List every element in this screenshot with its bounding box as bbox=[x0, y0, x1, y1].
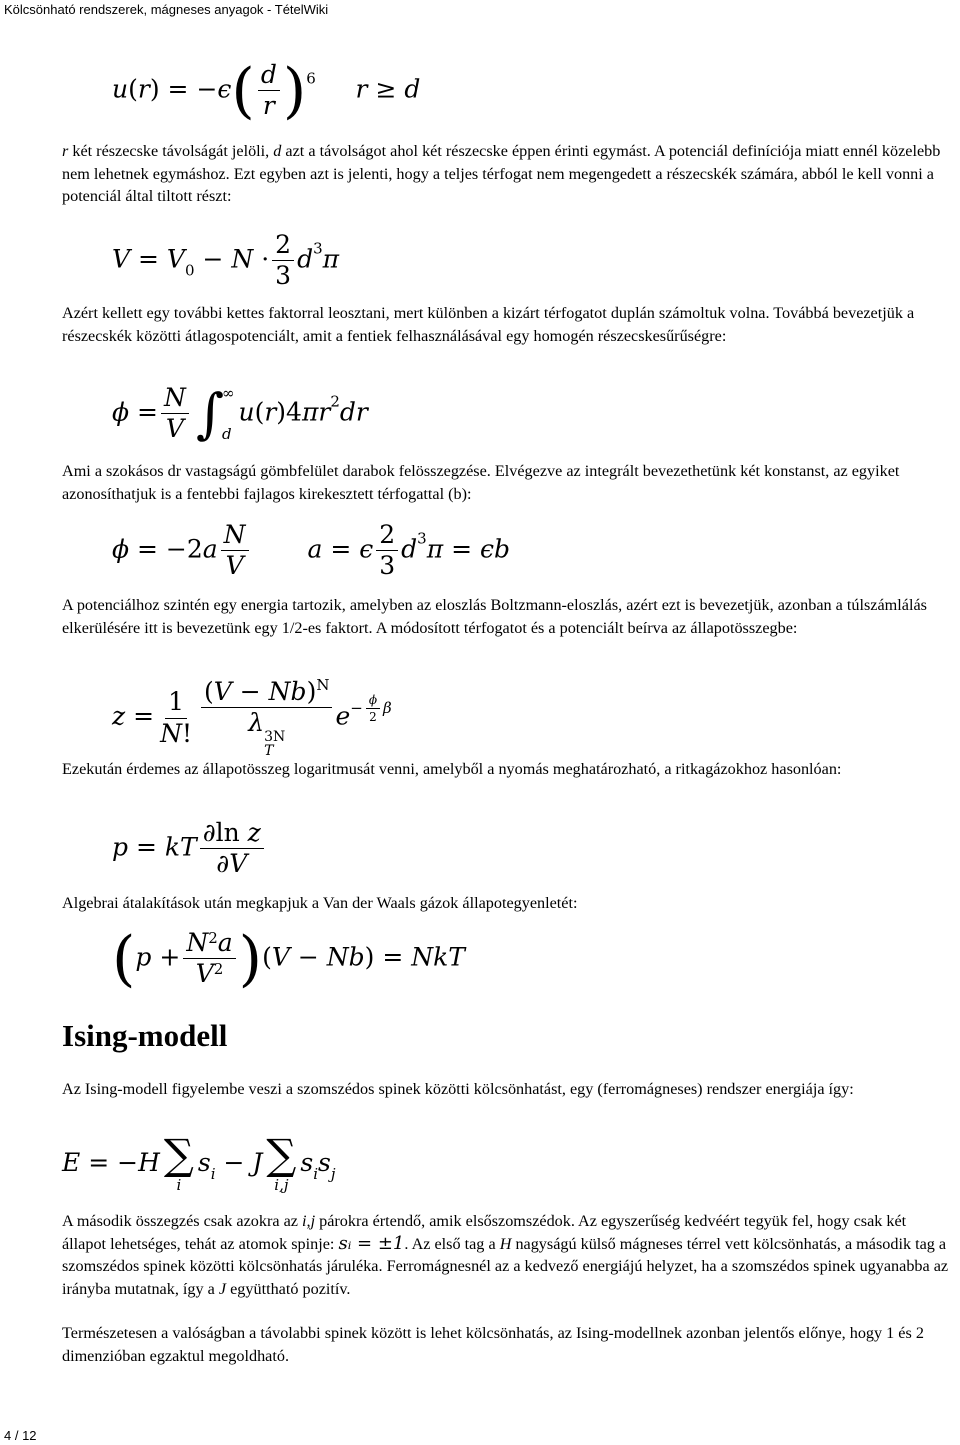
paragraph-ising-conclusion: Természetesen a valóságban a távolabbi spinek között is lehet kölcsönhatás, az Ising-modellnek azonban jelentős előnye, hogy 1 és 2 dimenzióban egzaktul megoldható. bbox=[62, 1324, 924, 1365]
paragraph-factor-two: Azért kellett egy további kettes faktorral leosztani, mert különben a kizárt térfogatot duplán számoltuk volna. Továbbá bevezetjük a részecskék közötti átlagospotenciált, amit a fentiek felhasználásával egy homogén részecskesűrűségre: bbox=[62, 304, 915, 345]
page-header: Kölcsönható rendszerek, mágneses anyagok - TételWiki bbox=[4, 2, 329, 17]
paragraph-boltzmann: A potenciálhoz szintén egy energia tartozik, amelyben az eloszlás Boltzmann-eloszlás, azért ezt is bevezetjük, azonban a túlszámlálás elkerülésére itt is bevezetünk egy 1/2-es faktort. A módosított térfogatot és a potenciált beírva az állapotösszegbe: bbox=[62, 596, 927, 637]
equation-ising-energy: E = −H ∑ i $s_i - J$ ∑ i,j $s_is_j$ bbox=[62, 1130, 336, 1194]
equation-potential: u(r) = −ϵ( $\frac{d}{r}$ )$^6$ r ≥ d bbox=[112, 55, 421, 126]
equation-constants: ϕ = −2a $\frac{N}{V}$ a = ϵ $\frac{2}{3}$ $d^3\pi = \epsilon b$ bbox=[112, 520, 510, 581]
section-heading-ising: Ising-modell bbox=[62, 1018, 228, 1053]
equation-excluded-volume: $V = V_0 - N$ · $\frac{2}{3}$ $d^3\pi$ bbox=[112, 230, 340, 291]
paragraph-distance: r két részecske távolságát jelöli, d azt a távolságot ahol két részecske éppen érinti egymást. A potenciál definíciója miatt ennél közelebb nem lehetnek egymáshoz. Ezt egyben azt is jelenti, hogy a teljes térfogat nem megengedett a részecskék számára, abból le kell vonni a potenciál által tiltott részt: bbox=[62, 142, 941, 206]
page-number: 4 / 12 bbox=[4, 1428, 37, 1443]
paragraph-integral: Ami a szokásos dr vastagságú gömbfelület darabok felösszegzése. Elvégezve az integrált bevezethetünk két konstanst, az egyiket azonosíthatjuk is a fentebbi fajlagos kirekesztett térfogattal (b): bbox=[62, 462, 900, 503]
equation-van-der-waals: (p + $\frac{N^2a}{V^2}$ )(V − Nb) = NkT bbox=[112, 923, 465, 994]
equation-partition-function: z = $\frac{1}{N!}$ $(V - Nb)^N$ λ 3N T $e^{- \frac{\phi}{2} \beta}$ bbox=[112, 676, 392, 760]
equation-average-potential: ϕ = $\frac{N}{V}$ ∫ ∞ d $u(r)4\pi r^2dr$ bbox=[112, 381, 368, 445]
paragraph-algebra: Algebrai átalakítások után megkapjuk a Van der Waals gázok állapotegyenletét: bbox=[62, 894, 578, 912]
inline-equation-spin: sᵢ = ±1 bbox=[338, 1232, 405, 1254]
equation-pressure: p = kT $\frac{\text{∂ln z}}{\partial V}$ bbox=[112, 820, 267, 878]
paragraph-logarithm: Ezekután érdemes az állapotösszeg logaritmusát venni, amelyből a nyomás meghatározható, a ritkagázokhoz hasonlóan: bbox=[62, 760, 842, 778]
paragraph-ising-intro: Az Ising-modell figyelembe veszi a szomszédos spinek közötti kölcsönhatást, egy (ferromágneses) rendszer energiája így: bbox=[62, 1080, 854, 1098]
paragraph-ising-spins: A második összegzés csak azokra az i,j párokra értendő, amik elsőszomszédok. Az egyszerűség kedvéért tegyük fel, hogy csak két állapot lehetséges, tehát az atomok spinje: sᵢ = ±1. Az első tag a H nagyságú külső mágneses térrel vett kölcsönhatás, a második tag a szomszédos spinek közötti kölcsönhatás járuléka. Ferromágnesnél az a kedvező energiájú helyzet, ha a szomszédos spinek ugyanabba az irányba mutatnak, így a J együttható pozitív. bbox=[62, 1212, 949, 1298]
